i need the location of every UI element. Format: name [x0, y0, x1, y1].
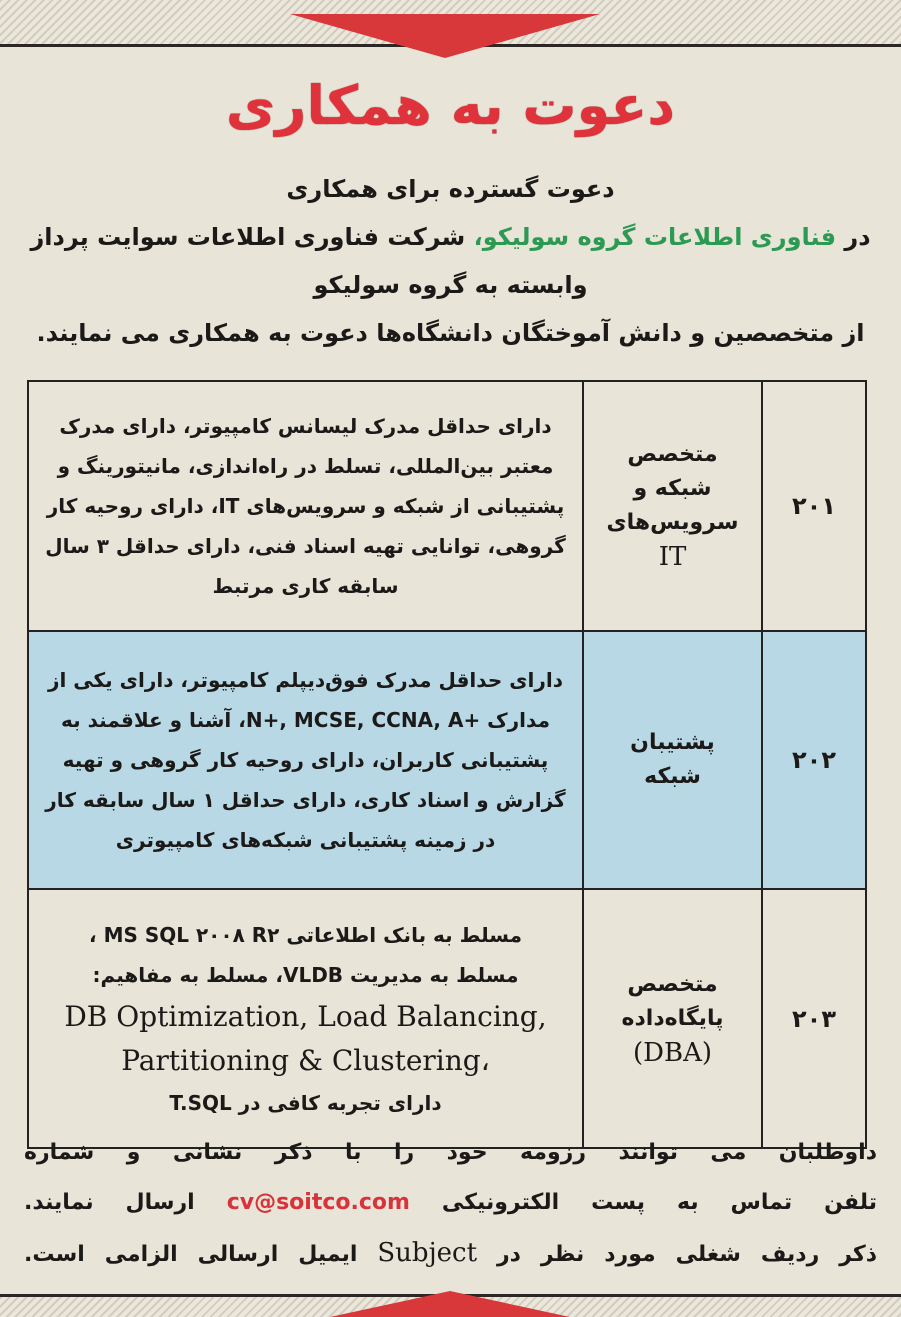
position-en: IT — [658, 542, 687, 572]
table-row — [28, 631, 866, 889]
outro-text — [24, 1128, 877, 1280]
position-line: پایگاه‌داده — [621, 1005, 724, 1031]
company-highlight: فناوری اطلاعات گروه سولیکو، — [473, 223, 837, 251]
position-line: متخصص — [627, 971, 718, 997]
table-row — [28, 381, 866, 631]
job-position — [583, 889, 762, 1148]
outro-line-2-prefix: تلفن تماس به پست الکترونیکی — [441, 1190, 878, 1215]
outro-line-3-prefix: ذکر ردیف شغلی مورد نظر در — [497, 1242, 877, 1267]
outro-line-2 — [24, 1178, 877, 1228]
outro-line-3 — [24, 1228, 877, 1280]
position-en: (DBA) — [632, 1037, 713, 1068]
subject-word: Subject — [377, 1238, 478, 1268]
position-line: متخصص — [627, 442, 718, 467]
email-address[interactable]: cv@soitco.com — [226, 1190, 410, 1215]
outro-line-3-suffix: ایمیل ارسالی الزامی است. — [24, 1242, 358, 1267]
position-line: شبکه و — [633, 476, 712, 501]
intro-line-4: از متخصصین و دانش آموختگان دانشگاه‌ها دعوت به همکاری می نمایند. — [36, 319, 865, 347]
job-code: ۲۰۱ — [762, 381, 866, 631]
outro-line-2-suffix: ارسال نمایند. — [24, 1190, 195, 1215]
outro-line-1: داوطلبان می توانند رزومه خود را با ذکر نشانی و شماره — [24, 1140, 877, 1165]
job-description: دارای حداقل مدرک فوق‌دیپلم کامپیوتر، دارای یکی از مدارک +N+, MCSE, CCNA, A، آشنا و علاقمند به پشتیبانی کاربران، دارای روحیه کار گروهی و تهیه گزارش و اسناد کاری، دارای حداقل ۱ سال سابقه کار در زمینه پشتیبانی شبکه‌های کامپیوتری — [28, 631, 583, 889]
intro-text — [24, 165, 877, 357]
job-description — [28, 889, 583, 1148]
job-position — [583, 631, 762, 889]
desc-line: دارای تجربه کافی در T.SQL — [169, 1090, 442, 1115]
job-position — [583, 381, 762, 631]
desc-line: مسلط به مدیریت VLDB، مسلط به مفاهیم: — [92, 962, 519, 987]
desc-line: مسلط به بانک اطلاعاتی MS SQL ۲۰۰۸ R۲ ، — [89, 922, 522, 947]
intro-line-2-suffix: شرکت فناوری اطلاعات سوایت پرداز — [30, 223, 466, 251]
job-code: ۲۰۳ — [762, 889, 866, 1148]
intro-line-2-prefix: در — [844, 223, 871, 251]
intro-line-2 — [24, 213, 877, 261]
desc-en-line: Partitioning & Clustering، — [121, 1043, 490, 1077]
jobs-table — [27, 380, 867, 1149]
ad-title: دعوت به همکاری — [225, 74, 676, 137]
intro-line-1: دعوت گسترده برای همکاری — [286, 175, 615, 203]
position-line: شبکه — [644, 764, 701, 789]
position-line: پشتیبان — [630, 730, 715, 755]
desc-en-line: DB Optimization, Load Balancing, — [64, 999, 547, 1033]
table-row — [28, 889, 866, 1148]
intro-line-3: وابسته به گروه سولیکو — [313, 271, 588, 299]
job-description: دارای حداقل مدرک لیسانس کامپیوتر، دارای مدرک معتبر بین‌المللی، تسلط در راه‌اندازی، مانیتورینگ و پشتیبانی از شبکه و سرویس‌های IT، دارای روحیه کار گروهی، توانایی تهیه اسناد فنی، دارای حداقل ۳ سال سابقه کاری مرتبط — [28, 381, 583, 631]
job-code: ۲۰۲ — [762, 631, 866, 889]
position-line: سرویس‌های — [606, 510, 739, 535]
